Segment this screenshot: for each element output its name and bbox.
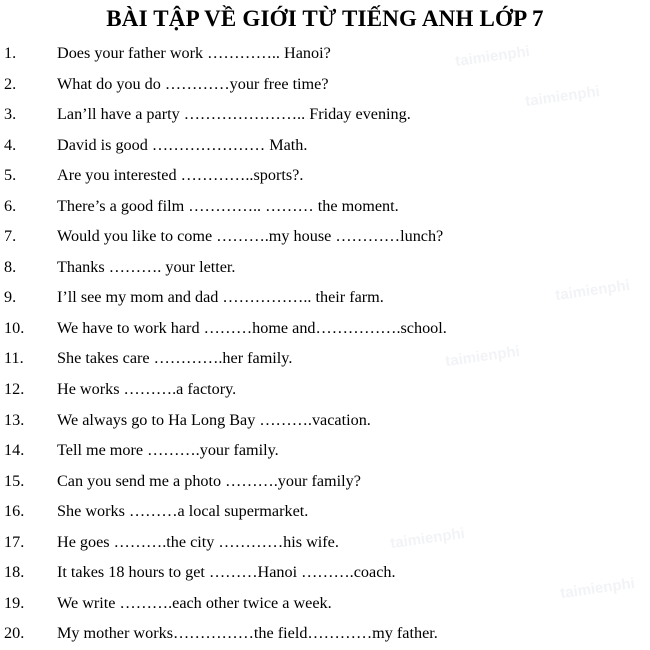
exercise-number: 5. [4,166,17,185]
exercise-text: Would you like to come ……….my house …………lunch? [57,227,444,246]
watermark-logo: taimienphi [559,574,636,603]
watermark-logo: taimienphi [554,276,631,305]
exercise-item [0,405,650,436]
watermark-logo: taimienphi [454,42,531,71]
exercise-text: There’s a good film ………….. ……… the moment. [57,196,399,215]
exercise-item [0,588,650,619]
exercise-text: My mother works……………the field…………my father. [57,624,438,643]
exercise-text: We write ……….each other twice a week. [57,593,332,612]
exercise-text: David is good ………………… Math. [57,135,308,154]
exercise-number: 14. [4,441,25,460]
exercise-number: 4. [4,135,17,154]
exercise-text: Lan’ll have a party ………………….. Friday evening. [57,105,411,124]
exercise-text: He goes ……….the city …………his wife. [57,532,339,551]
exercise-number: 12. [4,380,25,399]
exercise-text: I’ll see my mom and dad …………….. their farm. [57,288,384,307]
exercise-number: 15. [4,471,25,490]
exercise-item [0,496,650,527]
exercise-text: We always go to Ha Long Bay ……….vacation. [57,410,371,429]
exercise-item [0,191,650,222]
exercise-number: 18. [4,563,25,582]
exercise-text: Can you send me a photo ……….your family? [57,471,361,490]
exercise-text: Does your father work ………….. Hanoi? [57,44,331,62]
exercise-text: What do you do …………your free time? [57,74,329,93]
exercise-number: 2. [4,74,17,93]
exercise-item [0,38,650,69]
exercise-number: 3. [4,105,17,124]
exercise-item [0,130,650,161]
exercise-item [0,69,650,100]
exercise-number: 13. [4,410,25,429]
exercise-item [0,466,650,497]
exercise-item [0,557,650,588]
exercise-item [0,343,650,374]
exercise-text: Are you interested …………..sports?. [57,166,304,185]
exercise-item [0,313,650,344]
exercise-number: 7. [4,227,17,246]
exercise-text: Thanks ………. your letter. [57,257,236,276]
exercise-number: 8. [4,257,17,276]
exercise-text: He works ……….a factory. [57,380,237,399]
watermark-logo: taimienphi [389,524,466,553]
exercise-text: She takes care ………….her family. [57,349,293,368]
exercise-item [0,282,650,313]
exercise-number: 11. [4,349,24,368]
page-title: BÀI TẬP VỀ GIỚI TỪ TIẾNG ANH LỚP 7 [106,6,544,31]
exercise-text: It takes 18 hours to get ………Hanoi ……….coach. [57,563,396,582]
exercise-number: 9. [4,288,17,307]
exercise-list [0,38,650,649]
exercise-number: 10. [4,318,25,337]
watermark-logo: taimienphi [444,342,521,371]
exercise-item [0,221,650,252]
exercise-text: We have to work hard ………home and…………….school. [57,318,447,337]
watermark-logo: taimienphi [524,82,601,111]
exercise-item [0,524,650,558]
exercise-item [0,160,650,191]
exercise-number: 6. [4,196,17,215]
exercise-number: 16. [4,502,25,521]
exercise-number: 17. [4,532,25,551]
exercise-item [0,435,650,466]
exercise-number: 19. [4,593,25,612]
exercise-item [0,99,650,130]
exercise-number: 20. [4,624,25,643]
exercise-text: She works ………a local supermarket. [57,502,309,521]
exercise-item [0,618,650,649]
exercise-number: 1. [4,44,17,62]
exercise-text: Tell me more ……….your family. [57,441,279,460]
exercise-item [0,374,650,405]
exercise-item [0,252,650,283]
